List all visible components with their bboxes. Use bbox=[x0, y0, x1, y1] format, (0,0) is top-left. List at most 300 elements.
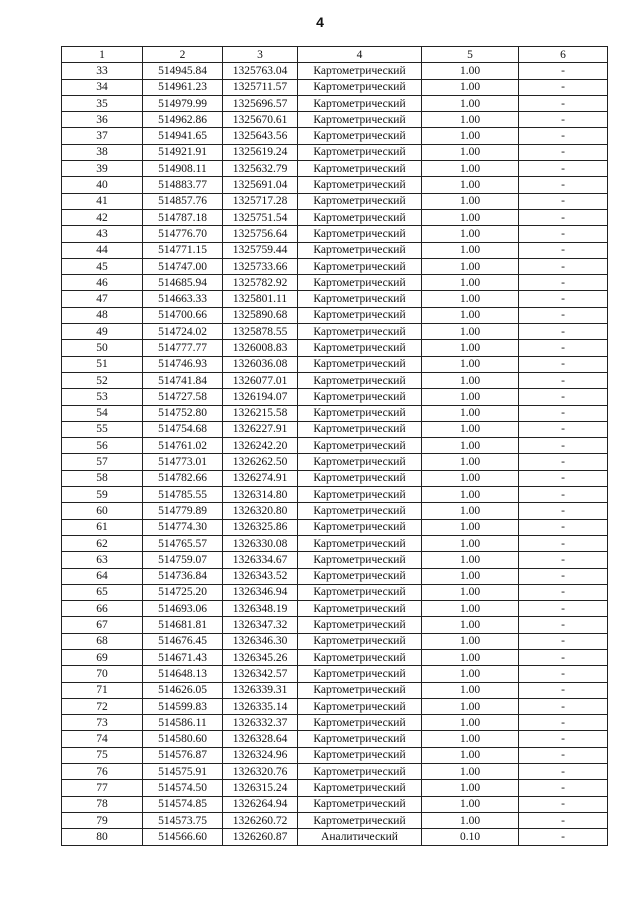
table-row bbox=[62, 372, 608, 388]
table-cell: 1.00 bbox=[422, 63, 519, 79]
table-cell: Картометрический bbox=[298, 291, 422, 307]
table-cell: 1326262.50 bbox=[223, 454, 298, 470]
table-cell: 514575.91 bbox=[143, 764, 223, 780]
table-cell: 63 bbox=[62, 552, 143, 568]
table-cell: - bbox=[519, 438, 608, 454]
table-cell: 45 bbox=[62, 258, 143, 274]
table-cell: Картометрический bbox=[298, 780, 422, 796]
table-cell: 514945.84 bbox=[143, 63, 223, 79]
table-row bbox=[62, 731, 608, 747]
table-cell: 1.00 bbox=[422, 601, 519, 617]
table-row bbox=[62, 405, 608, 421]
table-cell: 1326347.32 bbox=[223, 617, 298, 633]
table-cell: 39 bbox=[62, 161, 143, 177]
table-cell: 514776.70 bbox=[143, 226, 223, 242]
table-cell: 1.00 bbox=[422, 356, 519, 372]
table-cell: 1326346.30 bbox=[223, 633, 298, 649]
table-cell: 1326274.91 bbox=[223, 470, 298, 486]
table-cell: 1326332.37 bbox=[223, 715, 298, 731]
table-cell: 514648.13 bbox=[143, 666, 223, 682]
table-cell: - bbox=[519, 79, 608, 95]
table-cell: 43 bbox=[62, 226, 143, 242]
table-cell: 514586.11 bbox=[143, 715, 223, 731]
table-cell: Картометрический bbox=[298, 731, 422, 747]
table-cell: - bbox=[519, 356, 608, 372]
table-cell: 1.00 bbox=[422, 112, 519, 128]
table-row bbox=[62, 747, 608, 763]
table-cell: - bbox=[519, 470, 608, 486]
table-row bbox=[62, 568, 608, 584]
table-cell: Картометрический bbox=[298, 226, 422, 242]
table-cell: 1325670.61 bbox=[223, 112, 298, 128]
table-cell: - bbox=[519, 421, 608, 437]
table-row bbox=[62, 812, 608, 828]
table-cell: 1.00 bbox=[422, 470, 519, 486]
table-cell: Картометрический bbox=[298, 63, 422, 79]
table-row bbox=[62, 389, 608, 405]
table-cell: - bbox=[519, 584, 608, 600]
table-cell: 1.00 bbox=[422, 372, 519, 388]
table-row bbox=[62, 438, 608, 454]
table-cell: 1.00 bbox=[422, 487, 519, 503]
table-cell: 47 bbox=[62, 291, 143, 307]
table-cell: 1.00 bbox=[422, 389, 519, 405]
table-cell: 514761.02 bbox=[143, 438, 223, 454]
table-cell: 1.00 bbox=[422, 275, 519, 291]
table-row bbox=[62, 584, 608, 600]
table-cell: 514599.83 bbox=[143, 698, 223, 714]
table-cell: 65 bbox=[62, 584, 143, 600]
table-cell: - bbox=[519, 796, 608, 812]
table-cell: 1326008.83 bbox=[223, 340, 298, 356]
table-cell: 36 bbox=[62, 112, 143, 128]
table-cell: - bbox=[519, 633, 608, 649]
table-cell: Картометрический bbox=[298, 617, 422, 633]
table-cell: - bbox=[519, 372, 608, 388]
table-cell: 1.00 bbox=[422, 812, 519, 828]
table-cell: 1325751.54 bbox=[223, 209, 298, 225]
table-cell: 1325878.55 bbox=[223, 324, 298, 340]
table-cell: Картометрический bbox=[298, 601, 422, 617]
table-cell: 53 bbox=[62, 389, 143, 405]
table-cell: - bbox=[519, 487, 608, 503]
table-cell: 1326260.87 bbox=[223, 829, 298, 845]
table-cell: Картометрический bbox=[298, 552, 422, 568]
table-cell: 514782.66 bbox=[143, 470, 223, 486]
table-row bbox=[62, 95, 608, 111]
table-row bbox=[62, 470, 608, 486]
table-cell: 33 bbox=[62, 63, 143, 79]
table-cell: 514857.76 bbox=[143, 193, 223, 209]
table-cell: Аналитический bbox=[298, 829, 422, 845]
table-cell: 1.00 bbox=[422, 405, 519, 421]
table-cell: 1326342.57 bbox=[223, 666, 298, 682]
table-cell: 514779.89 bbox=[143, 503, 223, 519]
table-cell: 1326260.72 bbox=[223, 812, 298, 828]
table-cell: - bbox=[519, 617, 608, 633]
table-cell: 50 bbox=[62, 340, 143, 356]
table-cell: 514979.99 bbox=[143, 95, 223, 111]
table-cell: 1.00 bbox=[422, 535, 519, 551]
table-cell: 77 bbox=[62, 780, 143, 796]
table-cell: - bbox=[519, 324, 608, 340]
table-cell: 44 bbox=[62, 242, 143, 258]
table-cell: 1326324.96 bbox=[223, 747, 298, 763]
table-cell: 1.00 bbox=[422, 731, 519, 747]
table-cell: Картометрический bbox=[298, 503, 422, 519]
table-cell: Картометрический bbox=[298, 161, 422, 177]
table-cell: 1.00 bbox=[422, 698, 519, 714]
table-cell: 514727.58 bbox=[143, 389, 223, 405]
table-header-row bbox=[62, 47, 608, 63]
table-cell: - bbox=[519, 112, 608, 128]
table-cell: 1325890.68 bbox=[223, 307, 298, 323]
table-cell: 514566.60 bbox=[143, 829, 223, 845]
table-body bbox=[62, 63, 608, 845]
table-cell: 514908.11 bbox=[143, 161, 223, 177]
table-cell: - bbox=[519, 747, 608, 763]
table-cell: 1325756.64 bbox=[223, 226, 298, 242]
table-cell: 1326330.08 bbox=[223, 535, 298, 551]
table-cell: - bbox=[519, 63, 608, 79]
table-cell: - bbox=[519, 715, 608, 731]
table-cell: 79 bbox=[62, 812, 143, 828]
table-cell: - bbox=[519, 307, 608, 323]
table-cell: 1326320.76 bbox=[223, 764, 298, 780]
table-cell: 1.00 bbox=[422, 552, 519, 568]
table-cell: 42 bbox=[62, 209, 143, 225]
table-cell: 514574.85 bbox=[143, 796, 223, 812]
table-row bbox=[62, 340, 608, 356]
table-cell: 1325643.56 bbox=[223, 128, 298, 144]
table-cell: 1.00 bbox=[422, 568, 519, 584]
table-cell: 1326335.14 bbox=[223, 698, 298, 714]
table-row bbox=[62, 829, 608, 845]
table-cell: - bbox=[519, 209, 608, 225]
table-cell: Картометрический bbox=[298, 193, 422, 209]
table-cell: 72 bbox=[62, 698, 143, 714]
table-cell: 1326339.31 bbox=[223, 682, 298, 698]
table-cell: - bbox=[519, 682, 608, 698]
table-cell: 1325632.79 bbox=[223, 161, 298, 177]
table-cell: 514741.84 bbox=[143, 372, 223, 388]
table-cell: 1326345.26 bbox=[223, 649, 298, 665]
table-cell: 1.00 bbox=[422, 177, 519, 193]
table-cell: Картометрический bbox=[298, 372, 422, 388]
table-row bbox=[62, 79, 608, 95]
table-cell: 40 bbox=[62, 177, 143, 193]
table-cell: 59 bbox=[62, 487, 143, 503]
table-cell: 514676.45 bbox=[143, 633, 223, 649]
table-cell: Картометрический bbox=[298, 79, 422, 95]
table-cell: Картометрический bbox=[298, 666, 422, 682]
table-cell: - bbox=[519, 812, 608, 828]
table-cell: Картометрический bbox=[298, 258, 422, 274]
table-cell: 514725.20 bbox=[143, 584, 223, 600]
table-row bbox=[62, 193, 608, 209]
table-cell: - bbox=[519, 389, 608, 405]
table-cell: Картометрический bbox=[298, 633, 422, 649]
table-cell: - bbox=[519, 649, 608, 665]
table-cell: 514759.07 bbox=[143, 552, 223, 568]
table-cell: - bbox=[519, 503, 608, 519]
table-cell: 1325801.11 bbox=[223, 291, 298, 307]
table-cell: 514771.15 bbox=[143, 242, 223, 258]
table-cell: 1325619.24 bbox=[223, 144, 298, 160]
table-cell: 1326215.58 bbox=[223, 405, 298, 421]
table-row bbox=[62, 242, 608, 258]
table-cell: 514685.94 bbox=[143, 275, 223, 291]
table-cell: 1326328.64 bbox=[223, 731, 298, 747]
table-cell: 514580.60 bbox=[143, 731, 223, 747]
table-cell: 1325759.44 bbox=[223, 242, 298, 258]
table-row bbox=[62, 649, 608, 665]
table-cell: 71 bbox=[62, 682, 143, 698]
table-cell: - bbox=[519, 405, 608, 421]
table-cell: 1.00 bbox=[422, 340, 519, 356]
table-cell: - bbox=[519, 144, 608, 160]
table-cell: 1.00 bbox=[422, 796, 519, 812]
table-cell: - bbox=[519, 764, 608, 780]
table-cell: 514724.02 bbox=[143, 324, 223, 340]
table-cell: Картометрический bbox=[298, 535, 422, 551]
table-cell: 1.00 bbox=[422, 79, 519, 95]
table-row bbox=[62, 552, 608, 568]
table-row bbox=[62, 258, 608, 274]
table-cell: - bbox=[519, 193, 608, 209]
table-cell: - bbox=[519, 601, 608, 617]
table-cell: 1.00 bbox=[422, 519, 519, 535]
table-cell: 67 bbox=[62, 617, 143, 633]
table-cell: 1.00 bbox=[422, 421, 519, 437]
table-cell: 1325763.04 bbox=[223, 63, 298, 79]
table-cell: - bbox=[519, 519, 608, 535]
table-cell: 514765.57 bbox=[143, 535, 223, 551]
table-cell: 1.00 bbox=[422, 764, 519, 780]
table-row bbox=[62, 209, 608, 225]
table-cell: 64 bbox=[62, 568, 143, 584]
table-cell: 1326227.91 bbox=[223, 421, 298, 437]
table-cell: 1325717.28 bbox=[223, 193, 298, 209]
table-cell: 514883.77 bbox=[143, 177, 223, 193]
table-cell: 514681.81 bbox=[143, 617, 223, 633]
table-row bbox=[62, 356, 608, 372]
table-cell: 514773.01 bbox=[143, 454, 223, 470]
table-cell: 73 bbox=[62, 715, 143, 731]
table-cell: 1.00 bbox=[422, 747, 519, 763]
table-cell: Картометрический bbox=[298, 95, 422, 111]
table-cell: 514626.05 bbox=[143, 682, 223, 698]
table-cell: 1326036.08 bbox=[223, 356, 298, 372]
table-cell: 56 bbox=[62, 438, 143, 454]
table-cell: - bbox=[519, 731, 608, 747]
table-cell: Картометрический bbox=[298, 209, 422, 225]
table-cell: 68 bbox=[62, 633, 143, 649]
table-cell: 514671.43 bbox=[143, 649, 223, 665]
table-cell: 70 bbox=[62, 666, 143, 682]
table-row bbox=[62, 177, 608, 193]
table-cell: 80 bbox=[62, 829, 143, 845]
table-cell: 1.00 bbox=[422, 649, 519, 665]
table-cell: Картометрический bbox=[298, 177, 422, 193]
table-cell: 514774.30 bbox=[143, 519, 223, 535]
table-cell: - bbox=[519, 698, 608, 714]
table-cell: 1.00 bbox=[422, 128, 519, 144]
table-cell: 1326320.80 bbox=[223, 503, 298, 519]
table-cell: 1326348.19 bbox=[223, 601, 298, 617]
table-row bbox=[62, 421, 608, 437]
table-cell: 1.00 bbox=[422, 209, 519, 225]
table-cell: Картометрический bbox=[298, 340, 422, 356]
table-cell: Картометрический bbox=[298, 307, 422, 323]
table-row bbox=[62, 307, 608, 323]
table-cell: 514752.80 bbox=[143, 405, 223, 421]
table-cell: 1.00 bbox=[422, 666, 519, 682]
table-cell: 41 bbox=[62, 193, 143, 209]
table-cell: - bbox=[519, 552, 608, 568]
table-cell: 1.00 bbox=[422, 715, 519, 731]
table-cell: - bbox=[519, 829, 608, 845]
table-cell: 74 bbox=[62, 731, 143, 747]
table-cell: 1.00 bbox=[422, 438, 519, 454]
table-row bbox=[62, 226, 608, 242]
table-cell: 1.00 bbox=[422, 454, 519, 470]
column-header: 3 bbox=[223, 47, 298, 63]
table-cell: - bbox=[519, 291, 608, 307]
table-cell: 60 bbox=[62, 503, 143, 519]
column-header: 5 bbox=[422, 47, 519, 63]
table-cell: 1.00 bbox=[422, 307, 519, 323]
table-cell: Картометрический bbox=[298, 144, 422, 160]
table-cell: 1.00 bbox=[422, 144, 519, 160]
table-row bbox=[62, 601, 608, 617]
table-row bbox=[62, 454, 608, 470]
table-cell: 78 bbox=[62, 796, 143, 812]
table-cell: 514746.93 bbox=[143, 356, 223, 372]
column-header: 4 bbox=[298, 47, 422, 63]
table-row bbox=[62, 519, 608, 535]
table-cell: 514576.87 bbox=[143, 747, 223, 763]
table-cell: 514700.66 bbox=[143, 307, 223, 323]
table-cell: Картометрический bbox=[298, 568, 422, 584]
table-cell: Картометрический bbox=[298, 584, 422, 600]
table-cell: 1326334.67 bbox=[223, 552, 298, 568]
table-cell: 514747.00 bbox=[143, 258, 223, 274]
table-row bbox=[62, 535, 608, 551]
table-cell: - bbox=[519, 780, 608, 796]
table-cell: 1.00 bbox=[422, 291, 519, 307]
table-cell: Картометрический bbox=[298, 242, 422, 258]
table-cell: Картометрический bbox=[298, 324, 422, 340]
table-cell: - bbox=[519, 535, 608, 551]
table-cell: 1.00 bbox=[422, 226, 519, 242]
table-cell: 514574.50 bbox=[143, 780, 223, 796]
table-cell: Картометрический bbox=[298, 438, 422, 454]
table-row bbox=[62, 503, 608, 519]
table-cell: - bbox=[519, 340, 608, 356]
table-cell: Картометрический bbox=[298, 454, 422, 470]
table-cell: 0.10 bbox=[422, 829, 519, 845]
column-header: 1 bbox=[62, 47, 143, 63]
table-cell: 1325696.57 bbox=[223, 95, 298, 111]
table-row bbox=[62, 780, 608, 796]
table-cell: 61 bbox=[62, 519, 143, 535]
table-row bbox=[62, 291, 608, 307]
table-row bbox=[62, 666, 608, 682]
table-cell: 52 bbox=[62, 372, 143, 388]
table-cell: 514941.65 bbox=[143, 128, 223, 144]
table-cell: 1326346.94 bbox=[223, 584, 298, 600]
table-cell: Картометрический bbox=[298, 649, 422, 665]
table-cell: 1.00 bbox=[422, 242, 519, 258]
table-cell: Картометрический bbox=[298, 389, 422, 405]
table-cell: Картометрический bbox=[298, 715, 422, 731]
table-cell: 37 bbox=[62, 128, 143, 144]
column-header: 2 bbox=[143, 47, 223, 63]
table-cell: 76 bbox=[62, 764, 143, 780]
table-cell: 1.00 bbox=[422, 584, 519, 600]
table-cell: 34 bbox=[62, 79, 143, 95]
page-number: 4 bbox=[316, 14, 324, 30]
table-cell: 1326325.86 bbox=[223, 519, 298, 535]
table-cell: 514693.06 bbox=[143, 601, 223, 617]
table-cell: 1.00 bbox=[422, 324, 519, 340]
table-cell: Картометрический bbox=[298, 812, 422, 828]
table-cell: 58 bbox=[62, 470, 143, 486]
table-row bbox=[62, 633, 608, 649]
table-cell: 54 bbox=[62, 405, 143, 421]
table-cell: Картометрический bbox=[298, 275, 422, 291]
table-cell: 57 bbox=[62, 454, 143, 470]
table-row bbox=[62, 796, 608, 812]
table-cell: - bbox=[519, 454, 608, 470]
table-cell: 62 bbox=[62, 535, 143, 551]
table-cell: Картометрический bbox=[298, 356, 422, 372]
table-cell: Картометрический bbox=[298, 796, 422, 812]
table-cell: Картометрический bbox=[298, 747, 422, 763]
table-cell: 514573.75 bbox=[143, 812, 223, 828]
table-cell: 51 bbox=[62, 356, 143, 372]
table-cell: Картометрический bbox=[298, 112, 422, 128]
table-cell: 1325782.92 bbox=[223, 275, 298, 291]
table-cell: 1325711.57 bbox=[223, 79, 298, 95]
table-cell: 514754.68 bbox=[143, 421, 223, 437]
table-cell: 514785.55 bbox=[143, 487, 223, 503]
table-row bbox=[62, 144, 608, 160]
table-cell: - bbox=[519, 95, 608, 111]
table-cell: 69 bbox=[62, 649, 143, 665]
table-row bbox=[62, 715, 608, 731]
table-cell: 75 bbox=[62, 747, 143, 763]
table-cell: - bbox=[519, 161, 608, 177]
table-row bbox=[62, 275, 608, 291]
table-row bbox=[62, 112, 608, 128]
table-cell: - bbox=[519, 177, 608, 193]
table-cell: - bbox=[519, 258, 608, 274]
table-cell: 38 bbox=[62, 144, 143, 160]
table-cell: Картометрический bbox=[298, 421, 422, 437]
table-cell: 514961.23 bbox=[143, 79, 223, 95]
table-row bbox=[62, 764, 608, 780]
table-cell: - bbox=[519, 568, 608, 584]
table-cell: Картометрический bbox=[298, 682, 422, 698]
table-cell: 35 bbox=[62, 95, 143, 111]
table-cell: - bbox=[519, 128, 608, 144]
table-cell: 1.00 bbox=[422, 161, 519, 177]
table-cell: Картометрический bbox=[298, 470, 422, 486]
table-cell: 514663.33 bbox=[143, 291, 223, 307]
table-cell: 1326194.07 bbox=[223, 389, 298, 405]
